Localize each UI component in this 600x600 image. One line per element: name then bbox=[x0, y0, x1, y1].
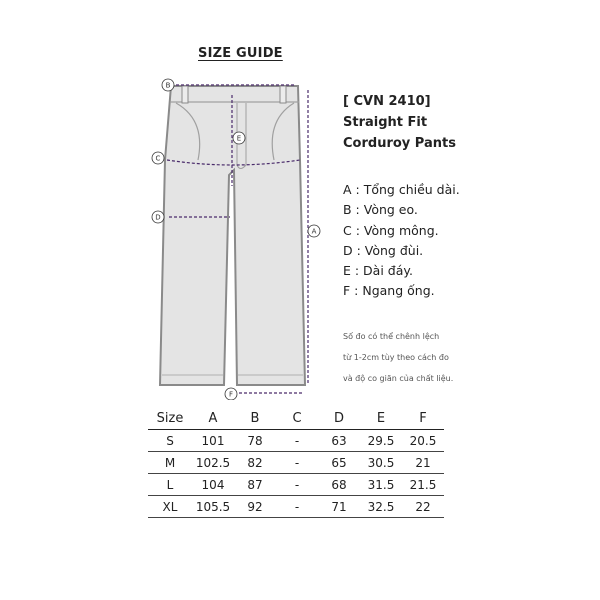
measurement-legend bbox=[343, 180, 460, 302]
marker-f bbox=[225, 388, 237, 400]
table-cell: 31.5 bbox=[367, 477, 395, 492]
table-cell: 104 bbox=[201, 477, 225, 492]
product-info bbox=[343, 91, 456, 154]
table-row bbox=[148, 474, 444, 496]
svg-text:E: E bbox=[236, 134, 242, 143]
column-header-d: D bbox=[333, 410, 344, 426]
table-cell: S bbox=[166, 433, 174, 448]
table-cell: 32.5 bbox=[367, 499, 395, 514]
table-row bbox=[148, 496, 444, 518]
marker-a bbox=[308, 225, 320, 237]
legend-item-a: A : Tổng chiều dài. bbox=[343, 182, 460, 197]
legend-item-e: E : Dài đáy. bbox=[343, 263, 413, 279]
svg-text:B: B bbox=[165, 81, 171, 90]
table-row bbox=[148, 452, 444, 474]
table-cell: 71 bbox=[331, 499, 347, 514]
table-cell: - bbox=[294, 433, 300, 448]
column-header-f: F bbox=[419, 410, 427, 426]
legend-item-b: B : Vòng eo. bbox=[343, 202, 418, 218]
table-cell: - bbox=[294, 455, 300, 470]
note-line: từ 1-2cm tùy theo cách đo bbox=[343, 353, 449, 362]
table-cell: 105.5 bbox=[195, 499, 231, 514]
column-header-e: E bbox=[376, 410, 386, 426]
measurement-note bbox=[343, 326, 453, 389]
column-header-c: C bbox=[292, 410, 302, 426]
table-cell: 29.5 bbox=[367, 433, 395, 448]
table-header-row bbox=[148, 407, 444, 430]
column-header-b: B bbox=[250, 410, 260, 426]
table-cell: 65 bbox=[331, 455, 347, 470]
table-cell: 101 bbox=[201, 433, 225, 448]
table-cell: 92 bbox=[247, 499, 263, 514]
marker-d bbox=[152, 211, 164, 223]
svg-text:F: F bbox=[228, 390, 234, 399]
svg-text:C: C bbox=[155, 154, 161, 163]
size-table bbox=[148, 407, 444, 518]
table-cell: 63 bbox=[331, 433, 347, 448]
table-cell: 87 bbox=[247, 477, 263, 492]
legend-item-c: C : Vòng mông. bbox=[343, 222, 439, 238]
column-header-a: A bbox=[208, 410, 218, 426]
table-cell: M bbox=[164, 455, 176, 470]
legend-item-d: D : Vòng đùi. bbox=[343, 242, 424, 258]
table-cell: 102.5 bbox=[195, 455, 231, 470]
table-cell: 78 bbox=[247, 433, 263, 448]
svg-text:D: D bbox=[155, 213, 161, 222]
note-line: và độ co giãn của chất liệu. bbox=[343, 374, 454, 383]
table-cell: 20.5 bbox=[409, 433, 437, 448]
table-row bbox=[148, 430, 444, 452]
table-cell: 21 bbox=[415, 455, 431, 470]
product-code: [ CVN 2410] bbox=[343, 94, 431, 109]
legend-item-f: F : Ngang ống. bbox=[343, 283, 435, 299]
table-cell: - bbox=[294, 499, 300, 514]
table-cell: 30.5 bbox=[367, 455, 395, 470]
marker-e bbox=[233, 132, 245, 144]
size-guide-title: SIZE GUIDE bbox=[198, 46, 283, 61]
table-cell: 82 bbox=[247, 455, 263, 470]
svg-text:A: A bbox=[311, 227, 317, 236]
column-header-size: Size bbox=[156, 410, 184, 426]
product-name-line1: Straight Fit bbox=[343, 115, 428, 130]
table-cell: XL bbox=[162, 499, 178, 514]
table-cell: 21.5 bbox=[409, 477, 437, 492]
marker-b bbox=[162, 79, 174, 91]
marker-c bbox=[152, 152, 164, 164]
table-cell: 68 bbox=[331, 477, 347, 492]
product-name-line2: Corduroy Pants bbox=[343, 136, 456, 151]
table-cell: 22 bbox=[415, 499, 431, 514]
note-line: Số đo có thể chênh lệch bbox=[343, 332, 440, 341]
table-cell: L bbox=[166, 477, 174, 492]
table-cell: - bbox=[294, 477, 300, 492]
